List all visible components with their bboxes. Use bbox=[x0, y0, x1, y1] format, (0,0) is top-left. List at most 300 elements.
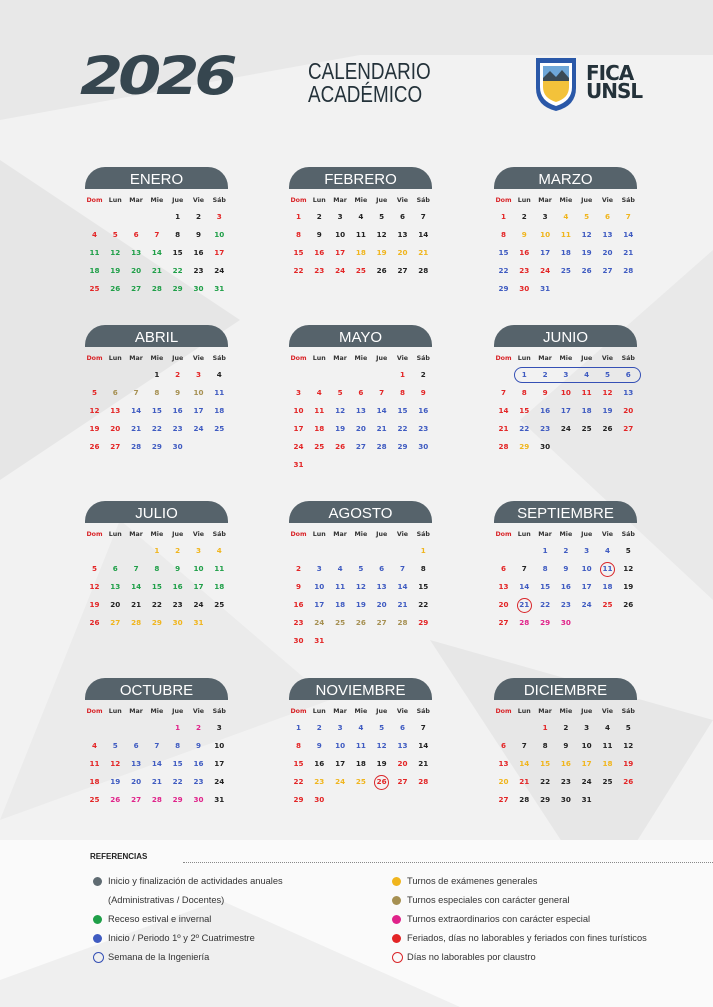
weekday-label: Jue bbox=[376, 355, 388, 362]
day-cell: 18 bbox=[314, 424, 325, 433]
day-cell: 28 bbox=[418, 266, 429, 275]
day-cell: 11 bbox=[214, 388, 225, 397]
day-cell: 4 bbox=[584, 370, 590, 379]
day-cell: 6 bbox=[399, 212, 405, 221]
day-cell: 7 bbox=[521, 741, 527, 750]
day-cell: 24 bbox=[214, 266, 225, 275]
legend-text: Días no laborables por claustro bbox=[407, 952, 536, 962]
day-cell: 22 bbox=[519, 424, 530, 433]
weekday-label: Dom bbox=[290, 708, 307, 715]
day-cell: 6 bbox=[133, 230, 139, 239]
day-cell: 14 bbox=[519, 582, 530, 591]
brand-text bbox=[586, 61, 643, 103]
day-cell: 21 bbox=[519, 600, 530, 609]
day-cell: 10 bbox=[314, 582, 325, 591]
day-cell: 29 bbox=[397, 442, 408, 451]
day-cell: 5 bbox=[91, 388, 97, 397]
day-cell: 25 bbox=[89, 795, 100, 804]
day-cell: 25 bbox=[214, 424, 225, 433]
day-cell: 10 bbox=[193, 388, 204, 397]
day-cell: 14 bbox=[397, 582, 408, 591]
day-cell: 27 bbox=[131, 795, 142, 804]
day-cell: 5 bbox=[625, 723, 631, 732]
day-cell: 9 bbox=[563, 564, 569, 573]
day-cell: 13 bbox=[110, 406, 121, 415]
month-septiembre bbox=[494, 501, 637, 651]
day-cell: 10 bbox=[214, 230, 225, 239]
day-cell: 3 bbox=[337, 723, 343, 732]
weekday-label: Jue bbox=[581, 355, 593, 362]
day-cell: 31 bbox=[314, 636, 325, 645]
day-cell: 25 bbox=[335, 618, 346, 627]
day-cell: 20 bbox=[376, 600, 387, 609]
day-cell: 16 bbox=[172, 582, 183, 591]
weekday-label: Jue bbox=[376, 197, 388, 204]
month-diciembre bbox=[494, 678, 637, 828]
weekday-label: Mar bbox=[538, 531, 552, 538]
day-cell: 3 bbox=[563, 370, 569, 379]
weekday-label: Jue bbox=[376, 531, 388, 538]
day-cell: 19 bbox=[110, 266, 121, 275]
legend-marker bbox=[93, 877, 102, 886]
day-cell: 27 bbox=[397, 777, 408, 786]
legend-marker bbox=[392, 915, 401, 924]
day-cell: 29 bbox=[498, 284, 509, 293]
day-cell: 9 bbox=[563, 741, 569, 750]
weekday-label: Lun bbox=[517, 197, 531, 204]
day-cell: 19 bbox=[89, 424, 100, 433]
day-cell: 2 bbox=[521, 212, 527, 221]
day-cell: 31 bbox=[214, 284, 225, 293]
day-cell: 23 bbox=[540, 424, 551, 433]
day-cell: 13 bbox=[131, 759, 142, 768]
day-cell: 26 bbox=[110, 795, 121, 804]
day-cell: 8 bbox=[295, 230, 301, 239]
day-cell: 28 bbox=[519, 618, 530, 627]
day-cell: 15 bbox=[293, 248, 304, 257]
day-cell: 27 bbox=[355, 442, 366, 451]
day-cell: 17 bbox=[581, 759, 592, 768]
weekday-label: Vie bbox=[396, 197, 409, 204]
weekday-label: Mie bbox=[150, 708, 164, 715]
weekday-label: Vie bbox=[601, 531, 614, 538]
weekday-label: Sáb bbox=[621, 531, 635, 538]
day-cell: 4 bbox=[337, 564, 343, 573]
day-cell: 9 bbox=[195, 230, 201, 239]
day-cell: 17 bbox=[193, 406, 204, 415]
day-cell: 2 bbox=[175, 546, 181, 555]
day-cell: 16 bbox=[540, 406, 551, 415]
day-cell: 8 bbox=[500, 230, 506, 239]
day-cell: 26 bbox=[89, 442, 100, 451]
day-cell: 13 bbox=[397, 741, 408, 750]
day-cell: 11 bbox=[581, 388, 592, 397]
day-cell: 10 bbox=[335, 230, 346, 239]
day-cell: 27 bbox=[376, 618, 387, 627]
day-cell: 21 bbox=[151, 777, 162, 786]
weekday-label: Jue bbox=[172, 708, 184, 715]
day-cell: 30 bbox=[314, 795, 325, 804]
title-line-1: CALENDARIO bbox=[308, 58, 431, 84]
month-title: SEPTIEMBRE bbox=[494, 501, 637, 523]
month-enero bbox=[85, 167, 228, 317]
day-cell: 23 bbox=[418, 424, 429, 433]
weekday-label: Sáb bbox=[416, 197, 430, 204]
weekday-label: Lun bbox=[312, 708, 326, 715]
day-cell: 18 bbox=[89, 777, 100, 786]
day-cell: 6 bbox=[112, 564, 118, 573]
day-cell: 3 bbox=[195, 370, 201, 379]
day-cell: 1 bbox=[175, 212, 181, 221]
references-divider bbox=[183, 862, 713, 863]
weekday-label: Vie bbox=[192, 197, 205, 204]
legend-marker bbox=[392, 877, 401, 886]
day-cell: 20 bbox=[602, 248, 613, 257]
day-cell: 2 bbox=[563, 723, 569, 732]
day-cell: 24 bbox=[214, 777, 225, 786]
day-cell: 30 bbox=[172, 618, 183, 627]
weekday-label: Mar bbox=[129, 708, 143, 715]
day-cell: 28 bbox=[418, 777, 429, 786]
day-cell: 2 bbox=[316, 212, 322, 221]
day-cell: 24 bbox=[540, 266, 551, 275]
day-cell: 20 bbox=[110, 424, 121, 433]
day-cell: 24 bbox=[314, 618, 325, 627]
month-title: ENERO bbox=[85, 167, 228, 189]
weekday-label: Lun bbox=[108, 531, 122, 538]
day-cell: 30 bbox=[293, 636, 304, 645]
day-cell: 20 bbox=[498, 777, 509, 786]
day-cell: 1 bbox=[521, 370, 527, 379]
day-cell: 28 bbox=[151, 284, 162, 293]
day-cell: 23 bbox=[314, 266, 325, 275]
day-cell: 15 bbox=[151, 406, 162, 415]
weekday-label: Mie bbox=[559, 197, 573, 204]
month-octubre bbox=[85, 678, 228, 828]
month-marzo bbox=[494, 167, 637, 317]
day-cell: 15 bbox=[151, 582, 162, 591]
month-julio bbox=[85, 501, 228, 651]
day-cell: 7 bbox=[133, 388, 139, 397]
day-cell: 5 bbox=[358, 564, 364, 573]
day-cell: 24 bbox=[581, 777, 592, 786]
day-cell: 19 bbox=[376, 759, 387, 768]
day-cell: 27 bbox=[110, 618, 121, 627]
weekday-label: Sáb bbox=[212, 708, 226, 715]
weekday-label: Lun bbox=[312, 355, 326, 362]
legend-marker bbox=[93, 952, 104, 963]
day-cell: 26 bbox=[623, 777, 634, 786]
day-cell: 20 bbox=[110, 600, 121, 609]
day-cell: 1 bbox=[399, 370, 405, 379]
day-cell: 13 bbox=[376, 582, 387, 591]
day-cell: 17 bbox=[540, 248, 551, 257]
legend-text: (Administrativas / Docentes) bbox=[108, 895, 225, 905]
day-cell: 2 bbox=[295, 564, 301, 573]
weekday-label: Lun bbox=[517, 708, 531, 715]
day-cell: 2 bbox=[316, 723, 322, 732]
day-cell: 5 bbox=[337, 388, 343, 397]
day-cell: 30 bbox=[418, 442, 429, 451]
day-cell: 4 bbox=[316, 388, 322, 397]
weekday-label: Lun bbox=[108, 355, 122, 362]
day-cell: 25 bbox=[355, 777, 366, 786]
day-cell: 19 bbox=[89, 600, 100, 609]
day-cell: 6 bbox=[500, 564, 506, 573]
day-cell: 18 bbox=[560, 248, 571, 257]
weekday-label: Vie bbox=[396, 708, 409, 715]
month-title: AGOSTO bbox=[289, 501, 432, 523]
day-cell: 22 bbox=[172, 266, 183, 275]
day-cell: 22 bbox=[293, 266, 304, 275]
day-cell: 19 bbox=[623, 759, 634, 768]
day-cell: 2 bbox=[420, 370, 426, 379]
weekday-label: Vie bbox=[396, 531, 409, 538]
day-cell: 11 bbox=[355, 741, 366, 750]
day-cell: 14 bbox=[418, 230, 429, 239]
day-cell: 8 bbox=[154, 388, 160, 397]
day-cell: 12 bbox=[355, 582, 366, 591]
day-cell: 13 bbox=[623, 388, 634, 397]
day-cell: 19 bbox=[602, 406, 613, 415]
weekday-label: Mie bbox=[354, 355, 368, 362]
day-cell: 6 bbox=[112, 388, 118, 397]
day-cell: 3 bbox=[584, 723, 590, 732]
day-cell: 15 bbox=[397, 406, 408, 415]
weekday-label: Mie bbox=[354, 708, 368, 715]
day-cell: 8 bbox=[521, 388, 527, 397]
day-cell: 2 bbox=[563, 546, 569, 555]
day-cell: 1 bbox=[295, 212, 301, 221]
day-cell: 15 bbox=[172, 248, 183, 257]
day-cell: 23 bbox=[314, 777, 325, 786]
day-cell: 10 bbox=[193, 564, 204, 573]
day-cell: 30 bbox=[560, 618, 571, 627]
day-cell: 25 bbox=[214, 600, 225, 609]
day-cell: 15 bbox=[540, 582, 551, 591]
weekday-label: Dom bbox=[495, 708, 512, 715]
month-title: JULIO bbox=[85, 501, 228, 523]
day-cell: 5 bbox=[112, 741, 118, 750]
weekday-label: Vie bbox=[192, 708, 205, 715]
day-cell: 7 bbox=[420, 212, 426, 221]
month-title: OCTUBRE bbox=[85, 678, 228, 700]
day-cell: 7 bbox=[521, 564, 527, 573]
weekday-label: Mie bbox=[559, 531, 573, 538]
day-cell: 16 bbox=[418, 406, 429, 415]
day-cell: 14 bbox=[498, 406, 509, 415]
day-cell: 25 bbox=[602, 600, 613, 609]
day-cell: 27 bbox=[110, 442, 121, 451]
day-cell: 20 bbox=[498, 600, 509, 609]
legend-text: Semana de la Ingeniería bbox=[108, 952, 210, 962]
day-cell: 24 bbox=[293, 442, 304, 451]
day-cell: 31 bbox=[581, 795, 592, 804]
day-cell: 8 bbox=[542, 564, 548, 573]
day-cell: 12 bbox=[581, 230, 592, 239]
weekday-label: Jue bbox=[376, 708, 388, 715]
day-cell: 4 bbox=[91, 741, 97, 750]
day-cell: 21 bbox=[151, 266, 162, 275]
day-cell: 27 bbox=[131, 284, 142, 293]
month-title: JUNIO bbox=[494, 325, 637, 347]
day-cell: 31 bbox=[540, 284, 551, 293]
day-cell: 10 bbox=[581, 564, 592, 573]
day-cell: 21 bbox=[131, 600, 142, 609]
day-cell: 15 bbox=[498, 248, 509, 257]
day-cell: 31 bbox=[214, 795, 225, 804]
day-cell: 14 bbox=[519, 759, 530, 768]
day-cell: 5 bbox=[584, 212, 590, 221]
day-cell: 17 bbox=[293, 424, 304, 433]
weekday-label: Mar bbox=[538, 197, 552, 204]
weekday-label: Dom bbox=[290, 531, 307, 538]
day-cell: 13 bbox=[498, 582, 509, 591]
day-cell: 14 bbox=[131, 582, 142, 591]
day-cell: 29 bbox=[519, 442, 530, 451]
day-cell: 24 bbox=[335, 777, 346, 786]
day-cell: 11 bbox=[89, 759, 100, 768]
day-cell: 11 bbox=[560, 230, 571, 239]
day-cell: 26 bbox=[89, 618, 100, 627]
day-cell: 27 bbox=[397, 266, 408, 275]
day-cell: 24 bbox=[193, 600, 204, 609]
day-cell: 5 bbox=[625, 546, 631, 555]
day-cell: 9 bbox=[316, 741, 322, 750]
day-cell: 12 bbox=[89, 406, 100, 415]
day-cell: 20 bbox=[397, 759, 408, 768]
day-cell: 1 bbox=[542, 546, 548, 555]
day-cell: 11 bbox=[602, 564, 613, 573]
day-cell: 29 bbox=[540, 795, 551, 804]
month-title: MARZO bbox=[494, 167, 637, 189]
day-cell: 7 bbox=[399, 564, 405, 573]
day-cell: 19 bbox=[581, 248, 592, 257]
day-cell: 8 bbox=[420, 564, 426, 573]
day-cell: 23 bbox=[193, 777, 204, 786]
weekday-label: Sáb bbox=[416, 708, 430, 715]
day-cell: 29 bbox=[418, 618, 429, 627]
day-cell: 5 bbox=[91, 564, 97, 573]
day-cell: 4 bbox=[358, 212, 364, 221]
day-cell: 11 bbox=[89, 248, 100, 257]
day-cell: 7 bbox=[154, 230, 160, 239]
day-cell: 25 bbox=[355, 266, 366, 275]
day-cell: 8 bbox=[175, 230, 181, 239]
day-cell: 21 bbox=[376, 424, 387, 433]
day-cell: 13 bbox=[355, 406, 366, 415]
day-cell: 29 bbox=[151, 618, 162, 627]
day-cell: 5 bbox=[604, 370, 610, 379]
day-cell: 3 bbox=[316, 564, 322, 573]
day-cell: 3 bbox=[216, 212, 222, 221]
day-cell: 4 bbox=[216, 546, 222, 555]
day-cell: 15 bbox=[540, 759, 551, 768]
weekday-label: Sáb bbox=[416, 531, 430, 538]
day-cell: 3 bbox=[216, 723, 222, 732]
weekday-label: Dom bbox=[495, 197, 512, 204]
day-cell: 16 bbox=[193, 248, 204, 257]
weekday-label: Dom bbox=[495, 531, 512, 538]
day-cell: 30 bbox=[193, 795, 204, 804]
day-cell: 1 bbox=[154, 546, 160, 555]
weekday-label: Jue bbox=[581, 531, 593, 538]
day-cell: 19 bbox=[335, 424, 346, 433]
day-cell: 21 bbox=[623, 248, 634, 257]
day-cell: 10 bbox=[293, 406, 304, 415]
title-line-2: ACADÉMICO bbox=[308, 81, 423, 107]
weekday-label: Dom bbox=[86, 355, 103, 362]
day-cell: 8 bbox=[175, 741, 181, 750]
day-cell: 1 bbox=[500, 212, 506, 221]
month-junio bbox=[494, 325, 637, 475]
day-cell: 18 bbox=[89, 266, 100, 275]
day-cell: 27 bbox=[498, 795, 509, 804]
day-cell: 29 bbox=[172, 284, 183, 293]
day-cell: 20 bbox=[131, 777, 142, 786]
day-cell: 3 bbox=[337, 212, 343, 221]
day-cell: 15 bbox=[418, 582, 429, 591]
day-cell: 16 bbox=[172, 406, 183, 415]
brand-line-1: FICA bbox=[586, 61, 634, 85]
day-cell: 21 bbox=[397, 600, 408, 609]
day-cell: 22 bbox=[151, 600, 162, 609]
day-cell: 15 bbox=[293, 759, 304, 768]
day-cell: 23 bbox=[193, 266, 204, 275]
weekday-label: Vie bbox=[601, 197, 614, 204]
day-cell: 25 bbox=[602, 777, 613, 786]
day-cell: 18 bbox=[355, 759, 366, 768]
engineering-week-box bbox=[514, 367, 641, 383]
day-cell: 24 bbox=[581, 600, 592, 609]
day-cell: 16 bbox=[314, 248, 325, 257]
weekday-label: Mar bbox=[333, 708, 347, 715]
day-cell: 11 bbox=[355, 230, 366, 239]
weekday-label: Mie bbox=[150, 197, 164, 204]
weekday-label: Vie bbox=[601, 708, 614, 715]
legend-text: Inicio y finalización de actividades anuales bbox=[108, 876, 283, 886]
day-cell: 12 bbox=[110, 248, 121, 257]
day-cell: 21 bbox=[418, 759, 429, 768]
year-heading: 2026 bbox=[80, 44, 233, 107]
day-cell: 6 bbox=[133, 741, 139, 750]
weekday-label: Mar bbox=[538, 708, 552, 715]
day-cell: 2 bbox=[195, 212, 201, 221]
weekday-label: Mar bbox=[129, 197, 143, 204]
weekday-label: Sáb bbox=[416, 355, 430, 362]
day-cell: 27 bbox=[602, 266, 613, 275]
day-cell: 21 bbox=[131, 424, 142, 433]
weekday-label: Mie bbox=[559, 355, 573, 362]
day-cell: 31 bbox=[193, 618, 204, 627]
day-cell: 28 bbox=[623, 266, 634, 275]
day-cell: 18 bbox=[581, 406, 592, 415]
day-cell: 25 bbox=[89, 284, 100, 293]
day-cell: 16 bbox=[519, 248, 530, 257]
day-cell: 14 bbox=[151, 248, 162, 257]
day-cell: 23 bbox=[560, 600, 571, 609]
day-cell: 10 bbox=[214, 741, 225, 750]
day-cell: 17 bbox=[335, 248, 346, 257]
legend-text: Turnos extraordinarios con carácter especial bbox=[407, 914, 591, 924]
day-cell: 16 bbox=[560, 759, 571, 768]
weekday-label: Dom bbox=[86, 531, 103, 538]
day-cell: 19 bbox=[110, 777, 121, 786]
day-cell: 14 bbox=[151, 759, 162, 768]
day-cell: 16 bbox=[560, 582, 571, 591]
day-cell: 17 bbox=[335, 759, 346, 768]
day-cell: 26 bbox=[376, 777, 387, 786]
